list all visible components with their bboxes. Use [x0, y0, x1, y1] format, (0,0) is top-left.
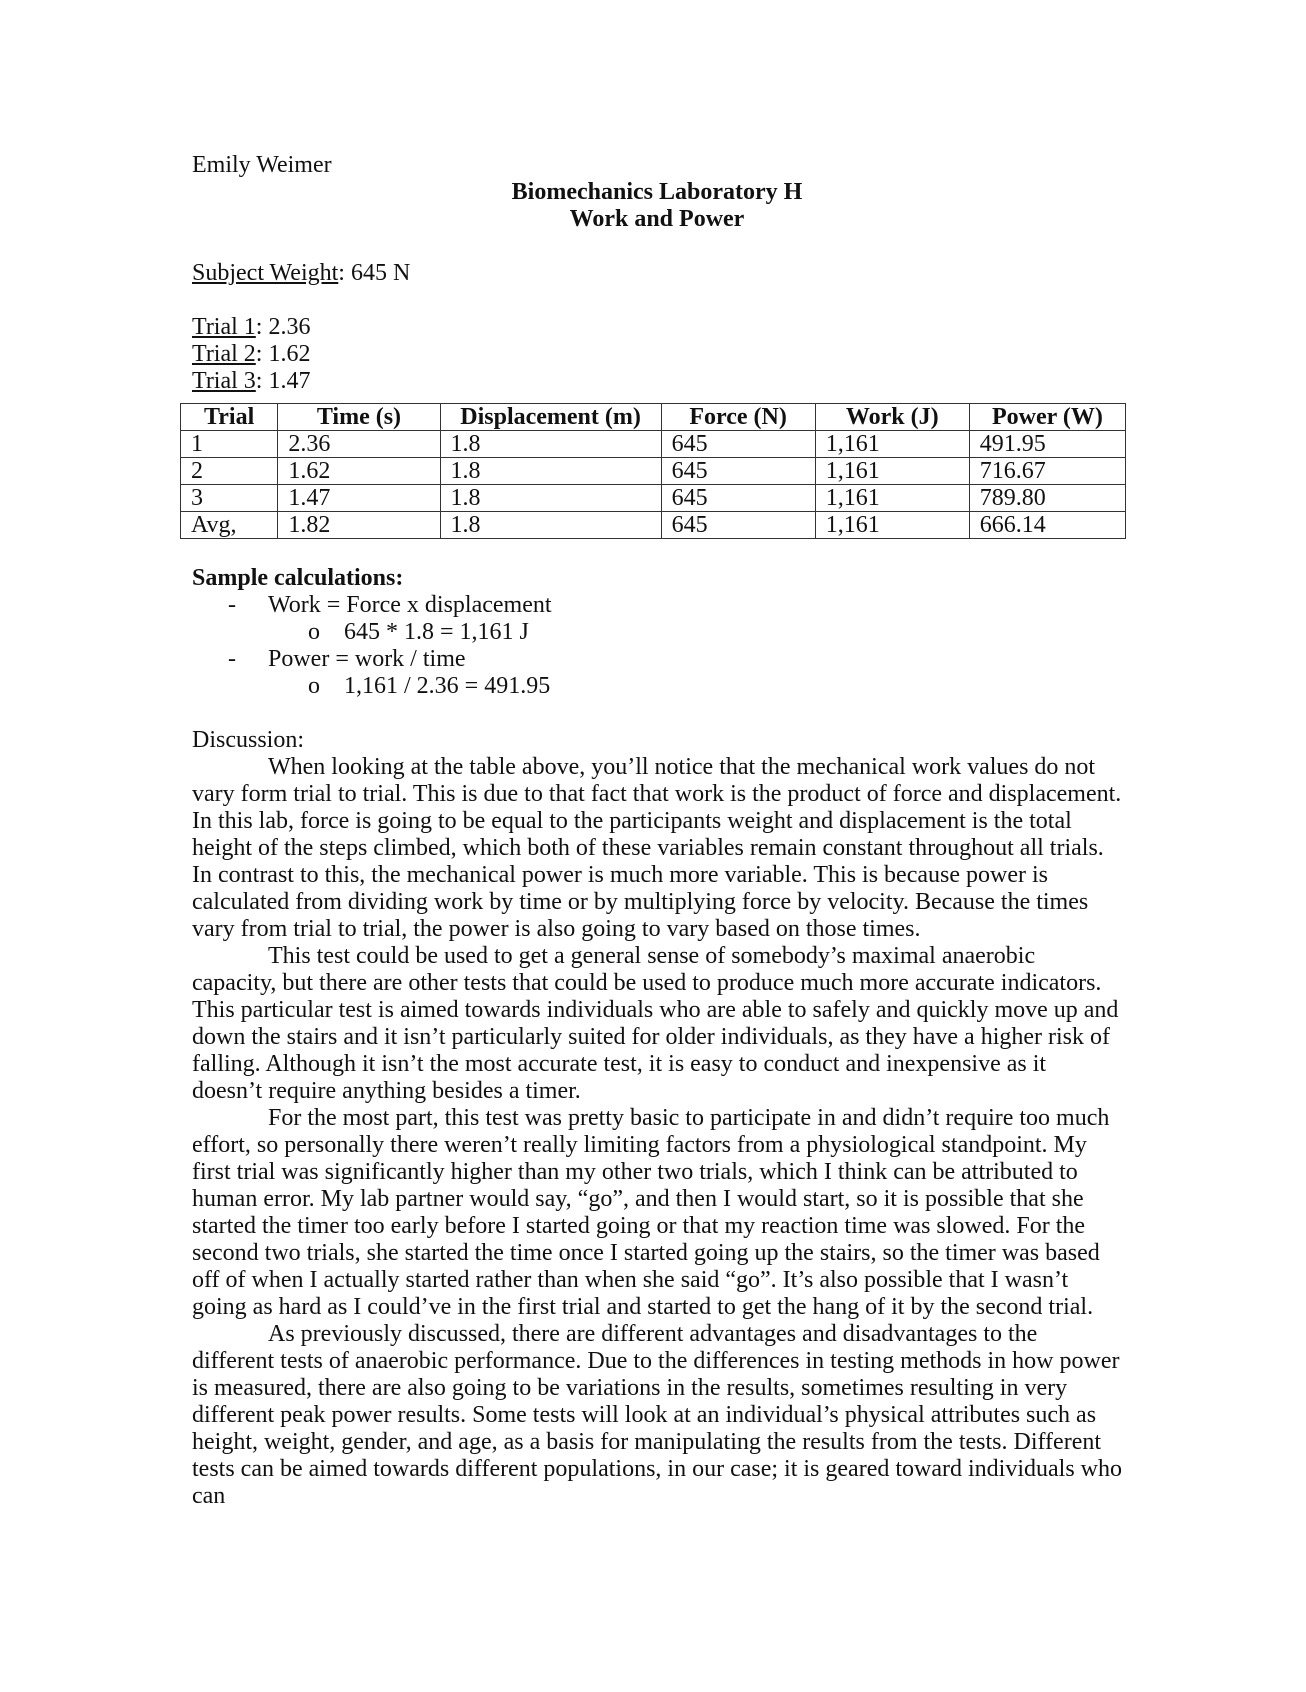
- sub-list-item: [192, 673, 1122, 700]
- trial-label: Trial 2: [192, 341, 256, 367]
- table-cell: 1,161: [815, 485, 969, 512]
- table-cell: 645: [661, 485, 815, 512]
- table-cell: 1.8: [440, 431, 661, 458]
- table-header-cell: Force (N): [661, 404, 815, 431]
- table-cell: 2: [181, 458, 278, 485]
- table-header-cell: Work (J): [815, 404, 969, 431]
- table-cell: 1.8: [440, 485, 661, 512]
- table-cell: 789.80: [969, 485, 1125, 512]
- circle-bullet: o: [308, 673, 320, 699]
- title-line-1: Biomechanics Laboratory H: [511, 179, 803, 205]
- table-row: [181, 512, 1126, 539]
- table-row: [181, 458, 1126, 485]
- table-cell: 1.47: [278, 485, 440, 512]
- trial-value: : 1.62: [255, 341, 311, 367]
- table-cell: 645: [661, 458, 815, 485]
- trial-label: Trial 3: [192, 368, 256, 394]
- table-header-cell: Trial: [181, 404, 278, 431]
- discussion-paragraph: For the most part, this test was pretty basic to participate in and didn’t require too much effort, so personally there weren’t really limiting factors from a physiological standpoint. My first trial was significantly higher than my other two trials, which I think can be attributed to human error. My lab partner would say, “go”, and then I would start, so it is possible that she started the timer too early before I started going or that my reaction time was slowed. For the second two trials, she started the time once I started going up the stairs, so the timer was based off of when I actually started rather than when she said “go”. It’s also possible that I wasn’t going as hard as I could’ve in the first trial and started to get the hang of it by the second trial.: [192, 1105, 1110, 1320]
- subject-weight: [192, 260, 1122, 287]
- table-cell: Avg,: [181, 512, 278, 539]
- subject-weight-label: Subject Weight: [192, 260, 339, 286]
- results-table: [180, 403, 1126, 539]
- trial-label: Trial 1: [192, 314, 256, 340]
- table-header-cell: Time (s): [278, 404, 440, 431]
- table-cell: 2.36: [278, 431, 440, 458]
- trial-line: [192, 368, 1122, 395]
- trial-line: [192, 314, 1122, 341]
- sample-calculations-heading: Sample calculations:: [192, 565, 404, 591]
- table-header-row: [181, 404, 1126, 431]
- title-block: [192, 179, 1122, 233]
- discussion-heading: Discussion:: [192, 727, 305, 753]
- list-item-text: Work = Force x displacement: [268, 592, 552, 618]
- trial-line: [192, 341, 1122, 368]
- author-name: Emily Weimer: [192, 152, 332, 178]
- table-cell: 1.8: [440, 458, 661, 485]
- discussion-paragraph: As previously discussed, there are different advantages and disadvantages to the different tests of anaerobic performance. Due to the differences in testing methods in how power is measured, there are also going to be variations in the results, sometimes resulting in very different peak power results. Some tests will look at an individual’s physical attributes such as height, weight, gender, and age, as a basis for manipulating the results from the tests. Different tests can be aimed towards different populations, in our case; it is geared toward individuals who can: [192, 1321, 1122, 1509]
- table-cell: 645: [661, 431, 815, 458]
- subject-weight-value: : 645 N: [338, 260, 411, 286]
- table-row: [181, 431, 1126, 458]
- table-header-cell: Displacement (m): [440, 404, 661, 431]
- table-cell: 1.82: [278, 512, 440, 539]
- discussion-paragraph: This test could be used to get a general sense of somebody’s maximal anaerobic capacity, but there are other tests that could be used to produce much more accurate indicators. This particular test is aimed towards individuals who are able to safely and quickly move up and down the stairs and it isn’t particularly suited for older individuals, as they have a higher risk of falling. Although it isn’t the most accurate test, it is easy to conduct and inexpensive as it doesn’t require anything besides a timer.: [192, 943, 1119, 1104]
- table-cell: 1,161: [815, 512, 969, 539]
- table-cell: 1,161: [815, 431, 969, 458]
- table-cell: 491.95: [969, 431, 1125, 458]
- discussion-paragraph: When looking at the table above, you’ll notice that the mechanical work values do not vary form trial to trial. This is due to that fact that work is the product of force and displacement. In this lab, force is going to be equal to the participants weight and displacement is the total height of the steps climbed, which both of these variables remain constant throughout all trials. In contrast to this, the mechanical power is much more variable. This is because power is calculated from dividing work by time or by multiplying force by velocity. Because the times vary from trial to trial, the power is also going to vary based on those times.: [192, 754, 1122, 942]
- table-cell: 1,161: [815, 458, 969, 485]
- trial-value: : 1.47: [255, 368, 311, 394]
- title-line-2: Work and Power: [569, 206, 745, 232]
- table-cell: 3: [181, 485, 278, 512]
- table-cell: 1: [181, 431, 278, 458]
- circle-bullet: o: [308, 619, 320, 645]
- table-cell: 645: [661, 512, 815, 539]
- table-cell: 1.62: [278, 458, 440, 485]
- dash-bullet: -: [228, 592, 236, 618]
- list-item: [192, 646, 1122, 673]
- table-header-cell: Power (W): [969, 404, 1125, 431]
- sub-list-item-text: 1,161 / 2.36 = 491.95: [344, 673, 551, 699]
- table-cell: 666.14: [969, 512, 1125, 539]
- trial-value: : 2.36: [255, 314, 311, 340]
- table-cell: 1.8: [440, 512, 661, 539]
- sub-list-item: [192, 619, 1122, 646]
- document-body: [192, 152, 1122, 1510]
- table-row: [181, 485, 1126, 512]
- table-cell: 716.67: [969, 458, 1125, 485]
- dash-bullet: -: [228, 646, 236, 672]
- list-item-text: Power = work / time: [268, 646, 466, 672]
- list-item: [192, 592, 1122, 619]
- sub-list-item-text: 645 * 1.8 = 1,161 J: [344, 619, 529, 645]
